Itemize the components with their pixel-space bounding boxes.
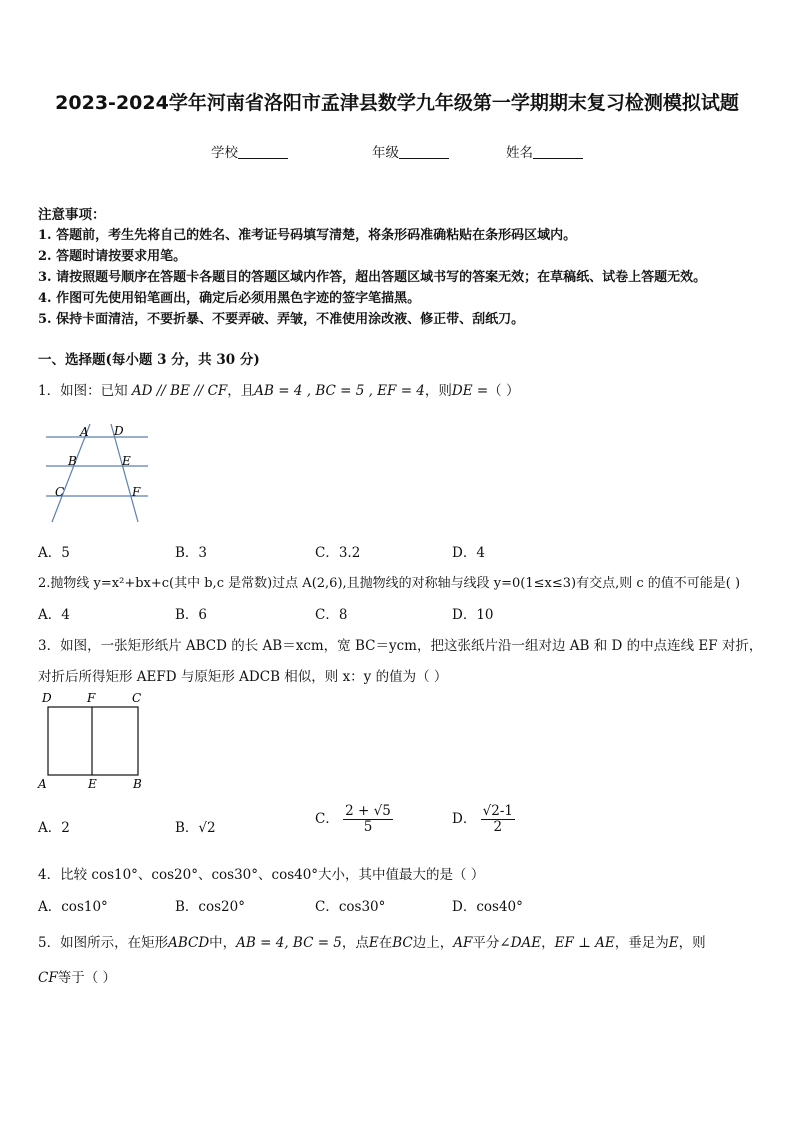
q2-option-b: B．6: [175, 607, 208, 623]
q5-math: EF ⊥ AE: [554, 935, 615, 951]
q1-mid1: ，且: [227, 383, 255, 399]
transversal-right: [111, 424, 138, 522]
notice-item: 1. 答题前，考生先将自己的姓名、准考证号码填写清楚，将条形码准确粘贴在条形码区域内。: [38, 228, 577, 243]
q3-option-d: [452, 804, 515, 835]
q5-text: ，: [541, 935, 555, 951]
q3-option-b-label: B．: [175, 820, 199, 836]
q5-text: ，垂足为: [614, 935, 669, 951]
q3-option-d-label: D．: [452, 810, 477, 827]
q3-option-b: [175, 816, 216, 836]
q1-prefix: 1．如图：已知: [38, 383, 128, 399]
q3-option-b-value: √2: [198, 820, 216, 836]
question-3-line-1: 3．如图，一张矩形纸片 ABCD 的长 AB＝xcm，宽 BC＝ycm，把这张纸片沿一组对边 AB 和 D 的中点连线 EF 对折，: [38, 638, 763, 654]
question-2: 2.抛物线 y=x²+bx+c(其中 b,c 是常数)过点 A(2,6),且抛物线的对称轴与线段 y=0(1≤x≤3)有交点,则 c 的值不可能是( ): [38, 576, 741, 591]
q1-option-c: C．3.2: [315, 545, 361, 561]
q5-math: ∠DAE: [499, 935, 542, 951]
q3-option-c: [315, 804, 393, 835]
q3-option-c-label: C．: [315, 810, 339, 827]
page-title: 2023-2024学年河南省洛阳市孟津县数学九年级第一学期期末复习检测模拟试题: [55, 92, 739, 114]
q2-option-a: A．4: [38, 607, 70, 623]
name-field: [506, 141, 583, 161]
q5-math: E: [668, 935, 679, 951]
q5-text: ，点: [341, 935, 369, 951]
q5-text: 5．如图所示，在矩形: [38, 935, 169, 951]
q2-option-c: C．8: [315, 607, 348, 623]
q4-option-a: A．cos10°: [38, 899, 108, 915]
grade-blank: [399, 144, 449, 159]
label-B: B: [68, 454, 77, 468]
notice-item: 3. 请按照题号顺序在答题卡各题目的答题区域内作答，超出答题区域书写的答案无效；在草稿纸、试卷上答题无效。: [38, 270, 707, 285]
q3-figure: [36, 690, 151, 794]
q5-math: CF: [38, 970, 58, 986]
q5-math: AF: [453, 935, 473, 951]
label-C: C: [132, 691, 142, 705]
q3-option-d-denominator: 2: [493, 818, 503, 835]
q3-option-d-numerator: √2-1: [482, 803, 513, 819]
q2-option-d: D．10: [452, 607, 494, 623]
question-5-line-2: [38, 966, 116, 986]
school-field: [211, 141, 288, 161]
question-5-line-1: [38, 931, 706, 951]
label-E: E: [88, 777, 97, 791]
q4-option-b: B．cos20°: [175, 899, 245, 915]
q1-mid2: ，则: [424, 383, 452, 399]
q4-option-c: C．cos30°: [315, 899, 386, 915]
q1-ask: DE =: [451, 383, 489, 399]
question-1: [38, 379, 519, 399]
q5-text: 在: [378, 935, 393, 951]
school-blank: [238, 144, 288, 159]
q5-math: AB = 4, BC = 5: [236, 935, 342, 951]
q5-text: ，则: [678, 935, 706, 951]
label-F: F: [87, 691, 96, 705]
q1-cond1: AD // BE // CF: [131, 383, 228, 399]
notice-item: 2. 答题时请按要求用笔。: [38, 249, 187, 264]
label-A: A: [38, 777, 47, 791]
label-C: C: [55, 485, 65, 499]
label-B: B: [133, 777, 142, 791]
q4-option-d: D．cos40°: [452, 899, 523, 915]
q3-option-c-denominator: 5: [363, 818, 373, 835]
notice-item: 4. 作图可先使用铅笔画出，确定后必须用黑色字迹的签字笔描黑。: [38, 291, 421, 306]
q5-text: 中，: [209, 935, 237, 951]
q5-math: E: [368, 935, 379, 951]
notice-item: 5. 保持卡面清洁，不要折暴、不要弄破、弄皱，不准使用涂改液、修正带、刮纸刀。: [38, 312, 525, 327]
q3-option-d-fraction: [481, 804, 515, 835]
q1-option-b: B．3: [175, 545, 208, 561]
q3-option-c-numerator: 2 + √5: [345, 803, 391, 819]
notice-heading: 注意事项：: [38, 207, 106, 223]
q3-option-a: A．2: [38, 820, 70, 836]
grade-label: 年级: [372, 145, 399, 161]
label-D: D: [114, 424, 124, 438]
name-label: 姓名: [506, 145, 533, 161]
school-label: 学校: [211, 145, 238, 161]
q1-paren: （ ）: [488, 383, 520, 399]
question-4: 4．比较 cos10°、cos20°、cos30°、cos40°大小，其中值最大的是（ ）: [38, 867, 485, 883]
label-E: E: [122, 454, 131, 468]
question-3-line-2: 对折后所得矩形 AEFD 与原矩形 ADCB 相似，则 x：y 的值为（ ）: [38, 669, 448, 685]
q5-text: 边上，: [412, 935, 454, 951]
name-blank: [533, 144, 583, 159]
q1-figure: [40, 420, 155, 530]
rect-abcd: [48, 707, 138, 775]
q5-math: BC: [392, 935, 413, 951]
label-D: D: [42, 691, 52, 705]
q5-math: ABCD: [168, 935, 210, 951]
q5-text: 平分: [472, 935, 500, 951]
q1-option-a: A．5: [38, 545, 70, 561]
label-F: F: [132, 485, 141, 499]
q1-option-d: D．4: [452, 545, 485, 561]
q3-option-c-fraction: [343, 804, 393, 835]
label-A: A: [80, 425, 89, 439]
grade-field: [372, 141, 449, 161]
q5-text: 等于（ ）: [57, 970, 116, 986]
section-heading: 一、选择题(每小题 3 分，共 30 分): [38, 352, 260, 368]
q1-cond2: AB = 4 , BC = 5 , EF = 4: [254, 383, 425, 399]
